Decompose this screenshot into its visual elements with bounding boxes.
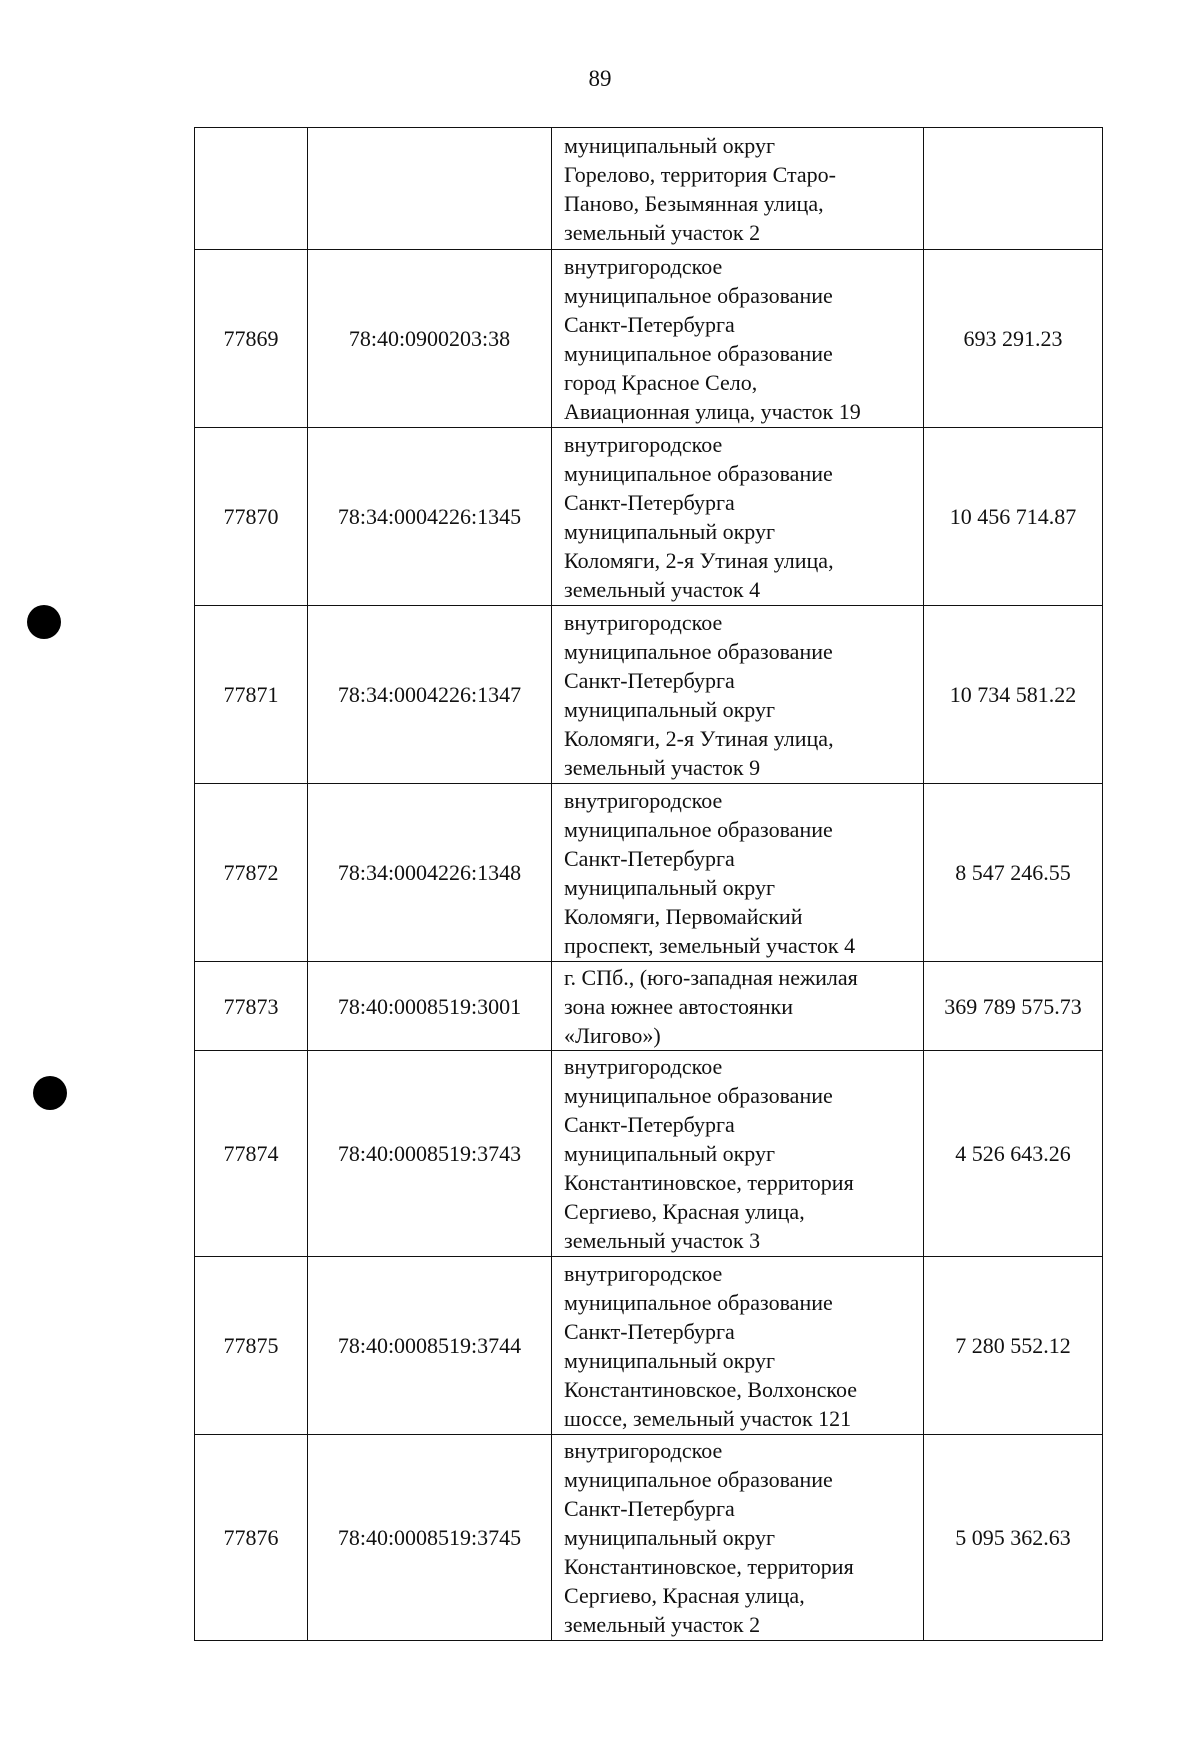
cadastral-number-cell: [308, 128, 552, 250]
cadastral-number-cell: 78:34:0004226:1348: [308, 784, 552, 962]
address-line: Санкт-Петербурга: [564, 667, 735, 693]
address-cell: [552, 128, 924, 250]
address-cell: [552, 606, 924, 784]
address-line: внутригородское: [564, 787, 723, 813]
address-line: «Лигово»): [564, 1022, 661, 1048]
address-line: Константиновское, территория: [564, 1554, 854, 1579]
address-line: муниципальное образование: [564, 340, 833, 366]
record-number-cell: 77871: [195, 606, 308, 784]
address-line: Санкт-Петербурга: [564, 845, 735, 871]
table-row: [195, 428, 1103, 606]
address-line: муниципальное образование: [564, 282, 833, 308]
address-line: Санкт-Петербурга: [564, 1112, 735, 1137]
address-line: земельный участок 3: [564, 1228, 761, 1253]
address-line: муниципальный округ: [564, 874, 776, 900]
cadastral-value-cell: 5 095 362.63: [924, 1435, 1103, 1641]
punch-hole-mark: [27, 605, 61, 639]
table-row: [195, 128, 1103, 250]
address-line: внутригородское: [564, 609, 723, 635]
address-line: муниципальное образование: [564, 1467, 833, 1492]
table-body: [195, 128, 1103, 1641]
cadastral-value-cell: 8 547 246.55: [924, 784, 1103, 962]
address-line: Сергиево, Красная улица,: [564, 1199, 805, 1224]
address-cell: [552, 1051, 924, 1257]
address-line: муниципальный округ: [564, 1141, 776, 1166]
address-line: г. СПб., (юго-западная нежилая: [564, 964, 858, 990]
cadastral-value-cell: 4 526 643.26: [924, 1051, 1103, 1257]
address-line: Горелово, территория Старо-: [564, 161, 836, 187]
address-line: внутригородское: [564, 1438, 723, 1463]
cadastral-number-cell: 78:40:0900203:38: [308, 250, 552, 428]
cadastral-number-cell: 78:40:0008519:3001: [308, 962, 552, 1051]
address-line: зона южнее автостоянки: [564, 993, 793, 1019]
address-line: муниципальное образование: [564, 638, 833, 664]
land-plot-table: [194, 127, 1103, 1641]
address-cell: [552, 784, 924, 962]
record-number-cell: [195, 128, 308, 250]
address-line: муниципальное образование: [564, 1289, 833, 1315]
address-line: Константиновское, территория: [564, 1170, 854, 1195]
record-number-cell: 77874: [195, 1051, 308, 1257]
address-cell: [552, 250, 924, 428]
table-row: [195, 784, 1103, 962]
table-row: [195, 1051, 1103, 1257]
address-line: земельный участок 4: [564, 576, 761, 602]
address-cell: [552, 962, 924, 1051]
cadastral-value-cell: 10 734 581.22: [924, 606, 1103, 784]
table-row: [195, 606, 1103, 784]
address-line: муниципальное образование: [564, 460, 833, 486]
record-number-cell: 77875: [195, 1257, 308, 1435]
address-line: муниципальный округ: [564, 1525, 776, 1550]
record-number-cell: 77876: [195, 1435, 308, 1641]
address-line: Константиновское, Волхонское: [564, 1376, 857, 1402]
punch-hole-mark: [33, 1076, 67, 1110]
address-line: Санкт-Петербурга: [564, 311, 735, 337]
cadastral-number-cell: 78:40:0008519:3743: [308, 1051, 552, 1257]
address-line: Сергиево, Красная улица,: [564, 1583, 805, 1608]
address-line: внутригородское: [564, 1054, 723, 1079]
address-line: шоссе, земельный участок 121: [564, 1405, 852, 1431]
address-line: Авиационная улица, участок 19: [564, 398, 861, 424]
address-line: Санкт-Петербурга: [564, 489, 735, 515]
cadastral-number-cell: 78:34:0004226:1345: [308, 428, 552, 606]
address-line: земельный участок 9: [564, 754, 761, 780]
page-number: 89: [588, 66, 612, 91]
cadastral-value-cell: 693 291.23: [924, 250, 1103, 428]
cadastral-value-cell: 10 456 714.87: [924, 428, 1103, 606]
address-line: Санкт-Петербурга: [564, 1318, 735, 1344]
cadastral-number-cell: 78:34:0004226:1347: [308, 606, 552, 784]
cadastral-number-cell: 78:40:0008519:3745: [308, 1435, 552, 1641]
cadastral-value-cell: 369 789 575.73: [924, 962, 1103, 1051]
address-line: внутригородское: [564, 1260, 723, 1286]
table-row: [195, 1435, 1103, 1641]
record-number-cell: 77870: [195, 428, 308, 606]
address-line: муниципальный округ: [564, 518, 776, 544]
address-line: Коломяги, Первомайский: [564, 903, 803, 929]
address-line: внутригородское: [564, 431, 723, 457]
record-number-cell: 77872: [195, 784, 308, 962]
address-line: муниципальный округ: [564, 1347, 776, 1373]
record-number-cell: 77873: [195, 962, 308, 1051]
address-line: Паново, Безымянная улица,: [564, 190, 824, 216]
address-line: земельный участок 2: [564, 1612, 761, 1637]
address-line: Санкт-Петербурга: [564, 1496, 735, 1521]
address-line: город Красное Село,: [564, 369, 758, 395]
record-number-cell: 77869: [195, 250, 308, 428]
address-line: муниципальное образование: [564, 816, 833, 842]
address-cell: [552, 1257, 924, 1435]
address-line: внутригородское: [564, 253, 723, 279]
address-line: Коломяги, 2-я Утиная улица,: [564, 547, 834, 573]
address-line: земельный участок 2: [564, 219, 761, 245]
table-row: [195, 250, 1103, 428]
cadastral-value-cell: 7 280 552.12: [924, 1257, 1103, 1435]
address-line: Коломяги, 2-я Утиная улица,: [564, 725, 834, 751]
address-cell: [552, 1435, 924, 1641]
address-line: муниципальный округ: [564, 132, 776, 158]
table-row: [195, 962, 1103, 1051]
address-line: проспект, земельный участок 4: [564, 932, 856, 958]
address-line: муниципальный округ: [564, 696, 776, 722]
table-row: [195, 1257, 1103, 1435]
cadastral-number-cell: 78:40:0008519:3744: [308, 1257, 552, 1435]
cadastral-value-cell: [924, 128, 1103, 250]
address-cell: [552, 428, 924, 606]
address-line: муниципальное образование: [564, 1083, 833, 1108]
